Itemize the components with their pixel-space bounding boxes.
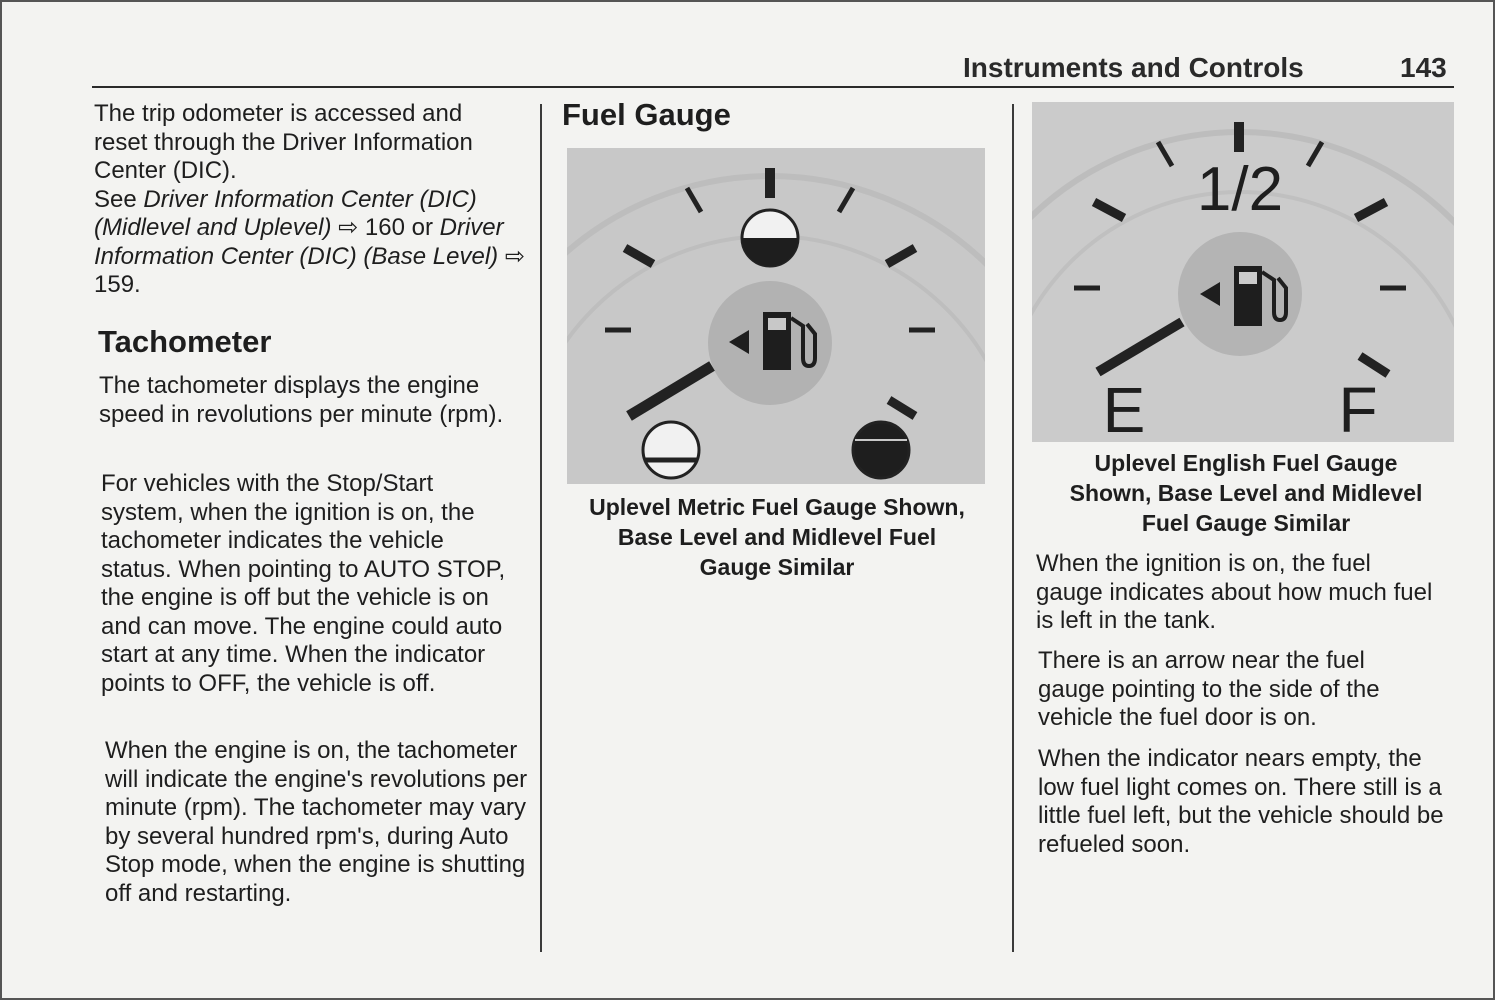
tach-paragraph-2: For vehicles with the Stop/Start system, when the ignition is on, the tachometer indicates the vehicle status. When pointing to AUTO STOP, the engine is off but the vehicle is on and can move. The engine could auto start at any time. When the indicator points to OFF, the vehicle is off. bbox=[101, 470, 506, 697]
intro-line-1: The trip odometer is accessed and bbox=[94, 100, 463, 127]
english-fuel-gauge-figure bbox=[1032, 102, 1454, 442]
half-tank-icon bbox=[742, 210, 798, 266]
metric-fuel-gauge-figure bbox=[567, 148, 985, 484]
english-fuel-gauge-image bbox=[1032, 102, 1454, 442]
column-divider-2 bbox=[1012, 104, 1014, 952]
running-header bbox=[0, 50, 1495, 90]
caption-line-2: Base Level and Midlevel Fuel bbox=[617, 524, 937, 550]
tachometer-heading: Tachometer bbox=[98, 324, 272, 359]
ref-arrow-icon: ⇨ bbox=[338, 214, 359, 241]
header-rule bbox=[92, 86, 1454, 88]
tach-paragraph-1: The tachometer displays the engine speed in revolutions per minute (rpm). bbox=[99, 372, 504, 428]
fuel-paragraph-2: There is an arrow near the fuel gauge pointing to the side of the vehicle the fuel door is on. bbox=[1038, 647, 1380, 731]
see-label: See bbox=[94, 185, 144, 213]
half-label: 1/2 bbox=[1196, 155, 1284, 224]
empty-label: E bbox=[1102, 374, 1146, 442]
caption-line-1: Uplevel Metric Fuel Gauge Shown, bbox=[589, 494, 965, 520]
empty-tank-icon bbox=[643, 422, 699, 478]
caption-line-1: Uplevel English Fuel Gauge bbox=[1094, 450, 1398, 476]
intro-line-2: reset through the Driver Information bbox=[94, 128, 473, 156]
ref-page-2[interactable]: 159 bbox=[94, 271, 135, 298]
full-tank-icon bbox=[853, 422, 909, 478]
section-title: Instruments and Controls bbox=[963, 52, 1304, 83]
ref-arrow-icon: ⇨ bbox=[504, 242, 525, 270]
fuel-paragraph-3: When the indicator nears empty, the low fuel light comes on. There still is a little fuel left, but the vehicle should be refueled soon. bbox=[1038, 745, 1444, 858]
caption-line-3: Gauge Similar bbox=[699, 554, 855, 580]
fuel-paragraph-1: When the ignition is on, the fuel gauge indicates about how much fuel is left in the tank. bbox=[1036, 550, 1433, 634]
tach-paragraph-3: When the engine is on, the tachometer will indicate the engine's revolutions per minute (rpm). The tachometer may vary by several hundred rpm's, during Auto Stop mode, when the engine is shutting off and restarting. bbox=[105, 737, 528, 907]
dic-reference-1[interactable]: Driver Information Center (DIC) (Midlevel and Uplevel) bbox=[94, 185, 477, 241]
dic-reference-2[interactable]: Driver Information Center (DIC) (Base Level) bbox=[94, 214, 504, 270]
english-gauge-caption bbox=[1030, 448, 1462, 538]
intro-line-3: Center (DIC). bbox=[94, 157, 237, 184]
page-number: 143 bbox=[1400, 52, 1447, 83]
full-label: F bbox=[1338, 374, 1378, 442]
intro-paragraph bbox=[94, 100, 534, 300]
column-divider-1 bbox=[540, 104, 542, 952]
see-reference: See Driver Information Center (DIC) (Midlevel and Uplevel) ⇨ 160 or Driver Information Center (DIC) (Base Level) ⇨ 159. bbox=[94, 185, 525, 298]
metric-fuel-gauge-image bbox=[567, 148, 985, 484]
metric-gauge-caption bbox=[555, 492, 999, 582]
fuel-gauge-heading: Fuel Gauge bbox=[562, 97, 731, 132]
ref-page-1[interactable]: 160 bbox=[364, 214, 405, 241]
caption-line-2: Shown, Base Level and Midlevel bbox=[1069, 480, 1423, 506]
or-label: or bbox=[411, 214, 433, 241]
caption-line-3: Fuel Gauge Similar bbox=[1141, 510, 1351, 536]
